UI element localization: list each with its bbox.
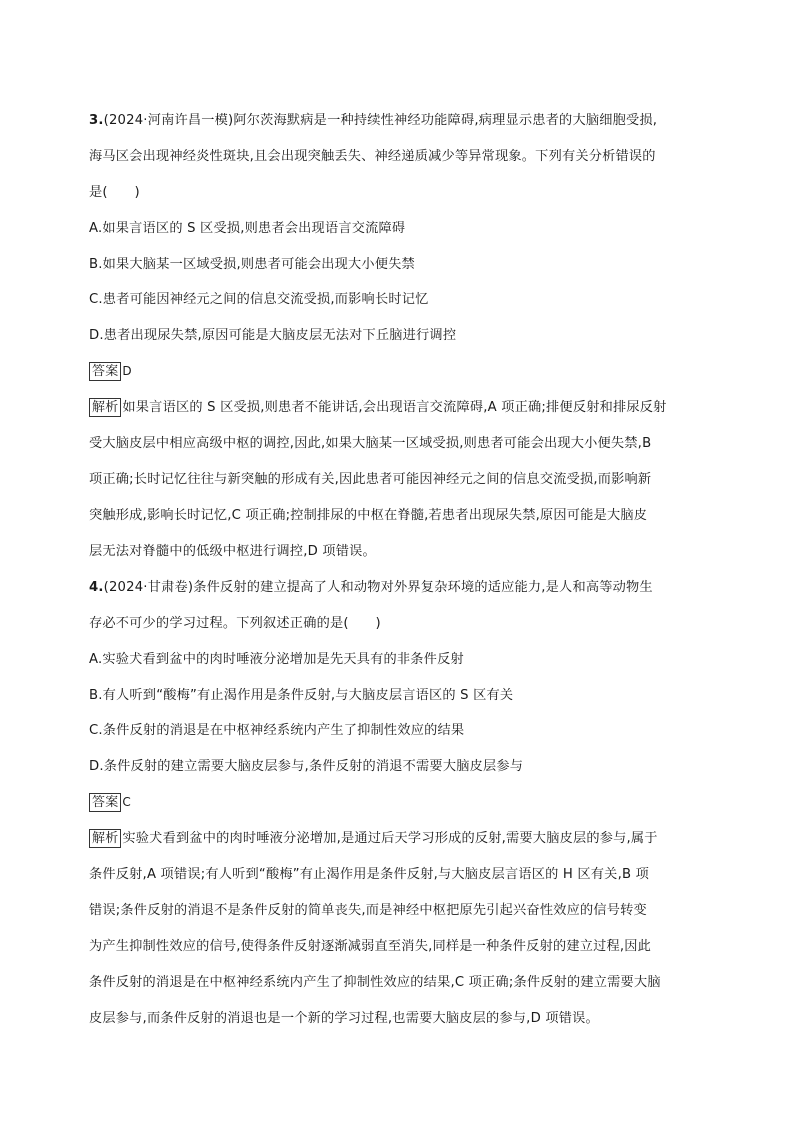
option-a: A.如果言语区的 S 区受损,则患者会出现语言交流障碍 (89, 221, 406, 236)
analysis-tag: 解析 (89, 398, 121, 417)
analysis-line: 解析 实验犬看到盆中的肉时唾液分泌增加,是通过后天学习形成的反射,需要大脑皮层的参与,属于 (89, 821, 709, 857)
analysis-line: 受大脑皮层中相应高级中枢的调控,因此,如果大脑某一区域受损,则患者可能会出现大小便失禁,B (89, 436, 652, 451)
question-stem-line: 存必不可少的学习过程。下列叙述正确的是( ) (89, 616, 381, 631)
option-b: B.如果大脑某一区域受损,则患者可能会出现大小便失禁 (89, 256, 415, 272)
answer-tag: 答案 (89, 362, 121, 381)
answer-value: C (122, 795, 131, 809)
analysis-tag: 解析 (89, 829, 121, 848)
question-3 (89, 103, 709, 570)
option-b: B.有人听到“酸梅”有止渴作用是条件反射,与大脑皮层言语区的 S 区有关 (89, 687, 514, 703)
option-d: D.条件反射的建立需要大脑皮层参与,条件反射的消退不需要大脑皮层参与 (89, 758, 524, 774)
answer-line (89, 784, 709, 821)
option-d: D.患者出现尿失禁,原因可能是大脑皮层无法对下丘脑进行调控 (89, 327, 457, 343)
question-number: 3. (89, 113, 104, 128)
answer-line (89, 353, 709, 390)
answer-tag: 答案 (89, 793, 121, 812)
analysis-line: 条件反射,A 项错误;有人听到“酸梅”有止渴作用是条件反射,与大脑皮层言语区的 H 区有关,B 项 (89, 867, 649, 882)
analysis-line: 错误;条件反射的消退不是条件反射的简单丧失,而是神经中枢把原先引起兴奋性效应的信号转变 (89, 903, 647, 918)
analysis-line: 皮层参与,而条件反射的消退也是一个新的学习过程,也需要大脑皮层的参与,D 项错误。 (89, 1011, 599, 1026)
question-stem-line: 3.(2024·河南许昌一模)阿尔茨海默病是一种持续性神经功能障碍,病理显示患者的大脑细胞受损, (89, 113, 658, 128)
analysis-line: 为产生抑制性效应的信号,使得条件反射逐渐减弱直至消失,同样是一种条件反射的建立过程,因此 (89, 939, 652, 954)
question-4 (89, 570, 709, 1037)
question-stem-line: 4.(2024·甘肃卷)条件反射的建立提高了人和动物对外界复杂环境的适应能力,是人和高等动物生 (89, 580, 653, 595)
question-stem-line: 是( ) (89, 185, 140, 200)
analysis-line: 突触形成,影响长时记忆,C 项正确;控制排尿的中枢在脊髓,若患者出现尿失禁,原因可能是大脑皮 (89, 508, 648, 523)
analysis-line: 解析 如果言语区的 S 区受损,则患者不能讲话,会出现语言交流障碍,A 项正确;排便反射和排尿反射 (89, 390, 709, 426)
option-c: C.条件反射的消退是在中枢神经系统内产生了抑制性效应的结果 (89, 723, 465, 738)
question-number: 4. (89, 580, 104, 595)
option-a: A.实验犬看到盆中的肉时唾液分泌增加是先天具有的非条件反射 (89, 652, 464, 667)
option-c: C.患者可能因神经元之间的信息交流受损,而影响长时记忆 (89, 292, 429, 307)
question-stem-line: 海马区会出现神经炎性斑块,且会出现突触丢失、神经递质减少等异常现象。下列有关分析错误的 (89, 149, 656, 164)
analysis-line: 项正确;长时记忆往往与新突触的形成有关,因此患者可能因神经元之间的信息交流受损,而影响新 (89, 472, 652, 487)
document-page (89, 103, 709, 1037)
analysis-line: 条件反射的消退是在中枢神经系统内产生了抑制性效应的结果,C 项正确;条件反射的建立需要大脑 (89, 975, 661, 990)
analysis-line: 层无法对脊髓中的低级中枢进行调控,D 项错误。 (89, 544, 376, 559)
answer-value: D (122, 364, 132, 378)
